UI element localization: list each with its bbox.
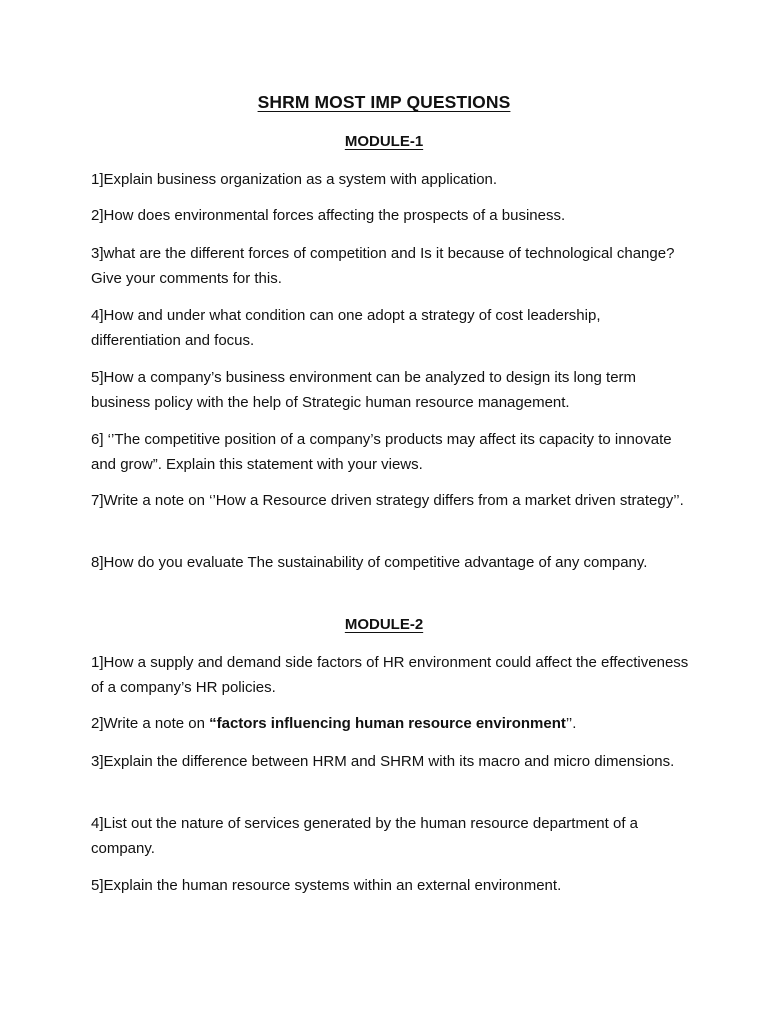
module-2-question-1: 1]How a supply and demand side factors of HR environment could affect the effectiveness of a company’s HR policies. <box>91 654 689 696</box>
module-1-question-1: 1]Explain business organization as a system with application. <box>91 171 498 188</box>
module-2-question-4: 4]List out the nature of services generated by the human resource department of a company. <box>91 815 638 857</box>
module-1-question-6: 6] ‘’The competitive position of a company’s products may affect its capacity to innovate and grow”. Explain this statement with your views. <box>91 431 672 473</box>
module-2-heading: MODULE-2 <box>344 616 424 633</box>
module-1-question-3: 3]what are the different forces of competition and Is it because of technological change? Give your comments for this. <box>91 245 675 287</box>
module-2-question-2-suffix: ’’. <box>565 715 577 732</box>
module-2-question-5: 5]Explain the human resource systems within an external environment. <box>91 877 562 894</box>
module-2-question-2-bold-phrase: “factors influencing human resource environment <box>209 715 566 732</box>
module-2-question-2 <box>91 712 691 737</box>
module-2-question-2-prefix: 2]Write a note on <box>91 715 210 732</box>
module-2-question-3: 3]Explain the difference between HRM and SHRM with its macro and micro dimensions. <box>91 753 675 770</box>
module-1-question-7: 7]Write a note on ‘’How a Resource driven strategy differs from a market driven strategy’’. <box>91 492 684 509</box>
module-1-question-5: 5]How a company’s business environment can be analyzed to design its long term business policy with the help of Strategic human resource management. <box>91 369 637 411</box>
document-title: SHRM MOST IMP QUESTIONS <box>257 92 511 112</box>
module-1-question-4: 4]How and under what condition can one adopt a strategy of cost leadership, differentiation and focus. <box>91 307 601 349</box>
module-1-question-2: 2]How does environmental forces affecting the prospects of a business. <box>91 207 566 224</box>
module-1-question-8: 8]How do you evaluate The sustainability of competitive advantage of any company. <box>91 554 648 571</box>
module-1-heading: MODULE-1 <box>344 133 424 150</box>
